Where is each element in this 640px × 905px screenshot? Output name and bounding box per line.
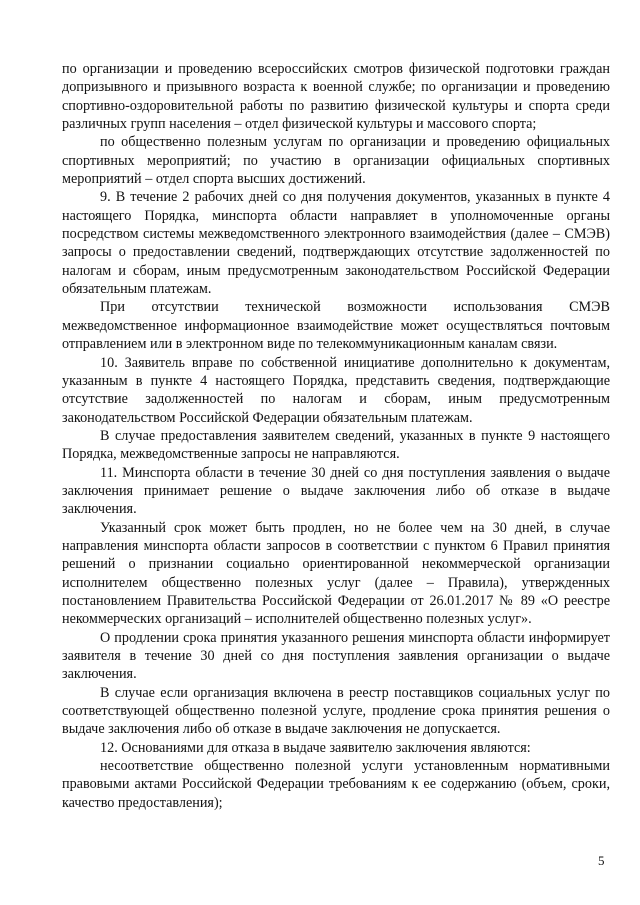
paragraph-extension-notice: О продлении срока принятия указанного решения минспорта области информирует заявителя в течение 30 дней со дня поступления заявления организации о выдаче заключения. [62,629,610,683]
paragraph-departments-high-achievement: по общественно полезным услугам по организации и проведению официальных спортивных мероприятий; по участию в организации официальных спортивных мероприятий – отдел спорта высших достижений. [62,134,610,188]
page-number: 5 [598,853,605,868]
paragraph-no-interagency-requests: В случае предоставления заявителем сведений, указанных в пункте 9 настоящего Порядка, межведомственные запросы не направляются. [62,427,610,463]
paragraph-registry-case: В случае если организация включена в реестр поставщиков социальных услуг по соответствующей общественно полезной услуге, продление срока принятия решения о выдаче заключения либо об отказе в выдаче заключения не допускается. [62,684,610,738]
document-body [62,60,610,812]
paragraph-item-9: 9. В течение 2 рабочих дней со дня получения документов, указанных в пункте 4 настоящего Порядка, минспорта области направляет в уполномоченные органы посредством системы межведомственного электронного взаимодействия (далее – СМЭВ) запросы о предоставлении сведений, подтверждающих отсутствие задолженностей по налогам и сборам, иным предусмотренным законодательством Российской Федерации обязательным платежам. [62,189,610,298]
paragraph-term-extension: Указанный срок может быть продлен, но не более чем на 30 дней, в случае направления минспорта области запросов в соответствии с пунктом 6 Правил принятия решений о признании социально ориентированной некоммерческой организации исполнителем общественно полезных услуг (далее – Правила), утвержденных постановлением Правительства Российской Федерации от 26.01.2017 № 89 «О реестре некоммерческих организаций – исполнителей общественно полезных услуг». [62,519,610,628]
paragraph-item-11: 11. Минспорта области в течение 30 дней со дня поступления заявления о выдаче заключения принимает решение о выдаче заключения либо об отказе в выдаче заключения. [62,464,610,518]
paragraph-refusal-ground: несоответствие общественно полезной услуги установленным нормативными правовыми актами Российской Федерации требованиям к ее содержанию (объем, сроки, качество предоставления); [62,758,610,811]
paragraph-item-10: 10. Заявитель вправе по собственной инициативе дополнительно к документам, указанным в пункте 4 настоящего Порядка, представить сведения, подтверждающие отсутствие задолженностей по налогам и сборам, иным предусмотренным законодательством Российской Федерации обязательным платежам. [62,354,610,426]
paragraph-smev-absence: При отсутствии технической возможности использования СМЭВ межведомственное информационное взаимодействие может осуществляться почтовым отправлением или в электронном виде по телекоммуникационным каналам связи. [62,299,610,353]
paragraph-departments-physical-culture: по организации и проведению всероссийских смотров физической подготовки граждан допризывного и призывного возраста к военной службе; по организации и проведению спортивно-оздоровительной работы по развитию физической культуры и спорта среди различных групп населения – отдел физической культуры и массового спорта; [62,61,610,133]
paragraph-item-12: 12. Основаниями для отказа в выдаче заявителю заключения являются: [100,739,531,756]
